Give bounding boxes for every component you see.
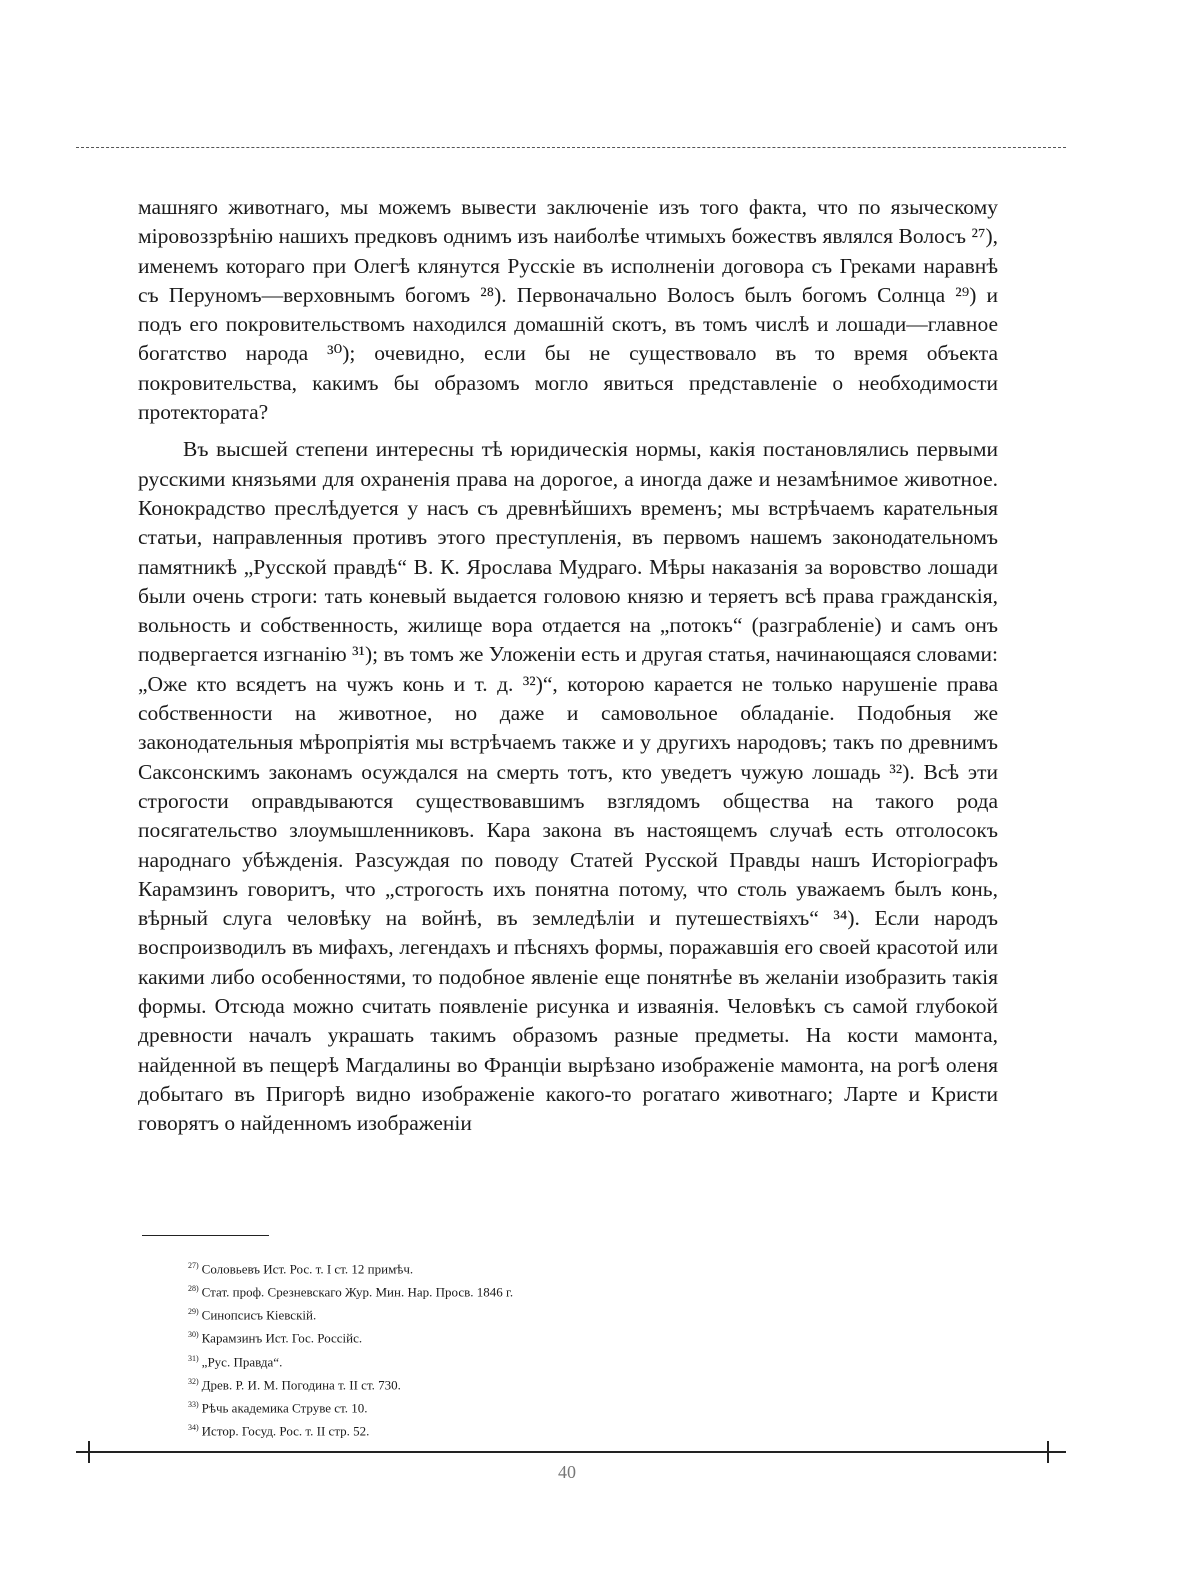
- footnote-text: Соловьевъ Ист. Рос. т. I ст. 12 примѣч.: [201, 1261, 414, 1277]
- footnote-separator: [142, 1235, 269, 1236]
- footnote-mark: 32): [188, 1376, 199, 1386]
- footnote-mark: 34): [188, 1422, 199, 1432]
- bottom-rule-right-tick: [1047, 1441, 1049, 1463]
- footnote-mark: 33): [188, 1399, 199, 1409]
- footnote-text: Стат. проф. Срезневскаго Жур. Мин. Нар. Просв. 1846 г.: [201, 1284, 514, 1300]
- footnote-27: [188, 1256, 888, 1279]
- footnotes: [188, 1256, 888, 1441]
- footnote-text: „Рус. Правда“.: [201, 1353, 283, 1369]
- bottom-rule-left-tick: [88, 1441, 90, 1463]
- paragraph-2: Въ высшей степени интересны тѣ юридическія нормы, какія постановлялись первыми русскими князьями для охраненія права на дорогое, а иногда даже и незамѣнимое животное. Конокрадство преслѣдуется у насъ съ древнѣйшихъ временъ; мы встрѣчаемъ карательныя статьи, направленныя противъ этого преступленія, въ первомъ нашемъ законодательномъ памятникѣ „Русской правдѣ“ В. К. Ярослава Мудраго. Мѣры наказанія за воровство лошади были очень строги: тать коневый выдается головою князю и теряетъ всѣ права гражданскія, вольность и собственность, жилище вора отдается на „потокъ“ (разграбленіе) и самъ онъ подвергается изгнанію ³¹); въ томъ же Уложеніи есть и другая статья, начинающаяся словами: „Оже кто всядетъ на чужъ конь и т. д. ³²)“, которою карается не только нарушеніе права собственности на животное, но даже и самовольное обладаніе. Подобныя же законодательныя мѣропріятія мы встрѣчаемъ также и у другихъ народовъ; такъ по древнимъ Саксонскимъ законамъ осуждался на смерть тотъ, кто уведетъ чужую лошадь ³²). Всѣ эти строгости оправдываются существовавшимъ взглядомъ общества на такого рода посягательство злоумышленниковъ. Кара закона въ настоящемъ случаѣ есть отголосокъ народнаго убѣжденія. Разсуждая по поводу Статей Русской Правды нашъ Исторіографъ Карамзинъ говоритъ, что „строгость ихъ понятна потому, что столь уважаемъ былъ конь, вѣрный слуга человѣку на войнѣ, въ земледѣліи и путешествіяхъ“ ³⁴). Если народъ воспроизводилъ въ мифахъ, легендахъ и пѣсняхъ формы, поражавшія его своей красотой или какими либо особенностями, то подобное явленіе еще понятнѣе въ желаніи изобразить такія формы. Отсюда можно считать появленіе рисунка и изваянія. Человѣкъ съ самой глубокой древности началъ украшать такимъ образомъ разные предметы. На кости мамонта, найденной въ пещерѣ Магдалины во Франціи вырѣзано изображеніе мамонта, на рогѣ оленя добытаго въ Пригорѣ видно изображеніе какого-то рогатаго животнаго; Ларте и Кристи говорятъ о найденномъ изображеніи: [138, 437, 998, 1136]
- footnote-text: Карамзинъ Ист. Гос. Россійс.: [201, 1330, 363, 1346]
- footnote-mark: 30): [188, 1330, 199, 1340]
- main-text: [138, 193, 998, 1147]
- page-number: 40: [558, 1462, 576, 1482]
- footnote-text: Истор. Госуд. Рос. т. II стр. 52.: [201, 1423, 370, 1439]
- footnote-mark: 31): [188, 1353, 199, 1363]
- footnote-29: [188, 1302, 888, 1325]
- footnote-34: [188, 1418, 888, 1441]
- footnote-31: [188, 1349, 888, 1372]
- footnote-32: [188, 1372, 888, 1395]
- footnote-33: [188, 1395, 888, 1418]
- footnote-mark: 29): [188, 1307, 199, 1317]
- footnote-text: Древ. Р. И. М. Погодина т. II ст. 730.: [201, 1376, 401, 1392]
- footnote-text: Рѣчь академика Струве ст. 10.: [201, 1400, 368, 1416]
- footnote-30: [188, 1325, 888, 1348]
- paragraph-1: машняго животнаго, мы можемъ вывести заключеніе изъ того факта, что по языческому міровоззрѣнію нашихъ предковъ однимъ изъ наиболѣе чтимыхъ божествъ являлся Волосъ ²⁷), именемъ котораго при Олегѣ клянутся Русскіе въ исполненіи договора съ Греками наравнѣ съ Перуномъ—верховнымъ богомъ ²⁸). Первоначально Волосъ былъ богомъ Солнца ²⁹) и подъ его покровительствомъ находился домашній скотъ, въ томъ числѣ и лошади—главное богатство народа ³⁰); очевидно, если бы не существовало въ то время объекта покровительства, какимъ бы образомъ могло явиться представленіе о необходимости протектората?: [138, 195, 998, 425]
- footnote-mark: 27): [188, 1261, 199, 1270]
- bottom-rule: [76, 1451, 1066, 1453]
- top-rule: [76, 147, 1066, 148]
- footnote-28: [188, 1279, 888, 1302]
- footnote-mark: 28): [188, 1284, 199, 1294]
- footnote-text: Синопсисъ Кіевскій.: [201, 1307, 317, 1323]
